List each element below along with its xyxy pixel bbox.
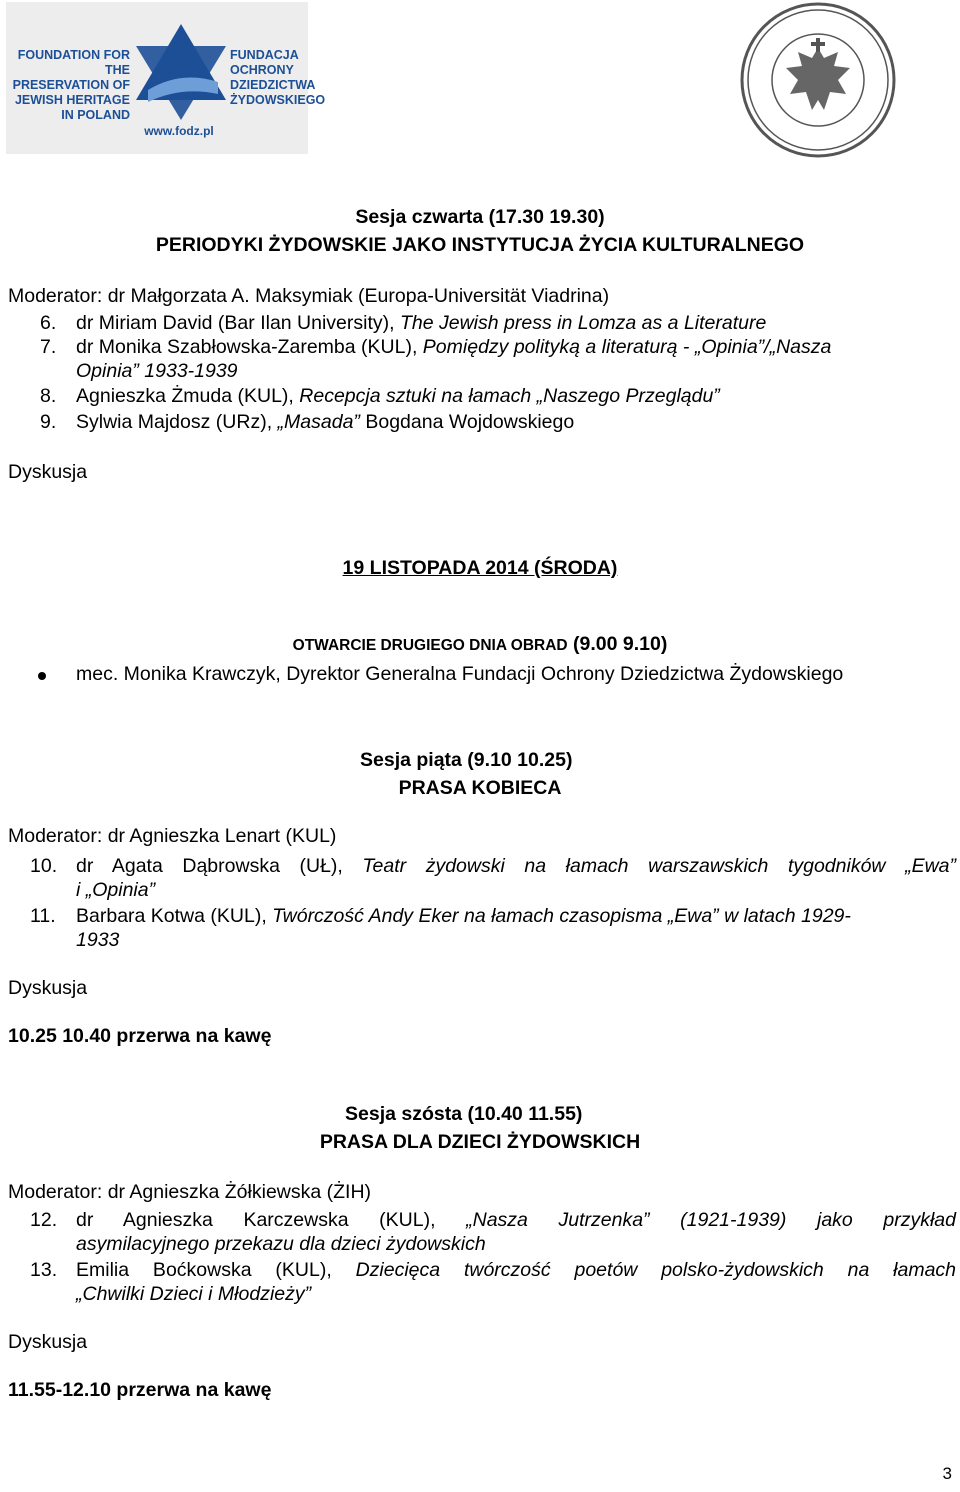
session5-title: Sesja piąta (9.10 10.25): [360, 749, 573, 771]
list-item-10: [30, 854, 956, 878]
item-number: 12.: [30, 1209, 58, 1231]
session6-moderator: Moderator: dr Agnieszka Żółkiewska (ŻIH): [8, 1181, 372, 1203]
item-text: [76, 311, 766, 335]
opening-heading: [0, 632, 960, 658]
session4-title: Sesja czwarta (17.30 19.30): [355, 206, 605, 228]
session6-subtitle: PRASA DLA DZIECI ŻYDOWSKICH: [319, 1131, 641, 1153]
list-item-12-continued: asymilacyjnego przekazu dla dzieci żydowskich: [76, 1233, 486, 1255]
item-text: [76, 1258, 956, 1282]
item-title: „Masada”: [277, 411, 360, 433]
item-text: [76, 904, 851, 928]
item-text: [76, 335, 831, 359]
list-item-6: [40, 311, 767, 335]
item-author: dr Agata Dąbrowska (UŁ),: [76, 855, 363, 877]
item-author: Barbara Kotwa (KUL),: [76, 905, 273, 927]
item-number: 8.: [40, 385, 57, 407]
list-item-13-continued: „Chwilki Dzieci i Młodzieży”: [76, 1283, 312, 1305]
session4-discussion: Dyskusja: [8, 461, 88, 483]
kul-seal-logo: [738, 0, 898, 160]
item-number: 9.: [40, 411, 57, 433]
item-number: 10.: [30, 855, 58, 877]
bullet-icon: [38, 672, 46, 680]
item-author: Agnieszka Żmuda (KUL),: [76, 385, 300, 407]
list-item-8: [40, 384, 720, 408]
item-number: 11.: [30, 905, 56, 927]
fodz-name-pl: FUNDACJA OCHRONY DZIEDZICTWA ŻYDOWSKIEGO: [230, 48, 326, 107]
item-text: [76, 1208, 956, 1232]
list-item-12: [30, 1208, 956, 1232]
session5-subtitle: PRASA KOBIECA: [398, 777, 562, 799]
list-item-10-continued: i „Opinia”: [76, 879, 156, 901]
page-number: 3: [942, 1464, 952, 1483]
item-number: 6.: [40, 312, 57, 334]
kul-seal-text: [738, 0, 739, 1]
item-author: dr Miriam David (Bar Ilan University),: [76, 312, 400, 334]
item-author: dr Agnieszka Karczewska (KUL),: [76, 1209, 467, 1231]
fodz-logo: [6, 2, 326, 154]
fodz-url: www.fodz.pl: [144, 124, 214, 138]
item-title: The Jewish press in Lomza as a Literature: [399, 312, 767, 334]
coffee-break-2: 11.55-12.10 przerwa na kawę: [8, 1379, 272, 1401]
item-title: Recepcja sztuki na łamach „Naszego Przeglądu”: [299, 385, 720, 407]
item-number: 7.: [40, 336, 57, 358]
item-title-rest: Bogdana Wojdowskiego: [359, 411, 575, 433]
session4-moderator: Moderator: dr Małgorzata A. Maksymiak (Europa-Universität Viadrina): [8, 285, 610, 307]
list-item-11: [30, 904, 851, 928]
coffee-break-1: 10.25 10.40 przerwa na kawę: [8, 1025, 272, 1047]
item-title: Dziecięca twórczość poetów polsko-żydowskich na łamach: [355, 1259, 957, 1281]
opening-time: (9.00 9.10): [567, 633, 668, 655]
item-title: Teatr żydowski na łamach warszawskich tygodników „Ewa”: [362, 855, 957, 877]
item-text: [76, 384, 720, 408]
fodz-name-en: FOUNDATION FOR THE PRESERVATION OF JEWISH HERITAGE IN POLAND: [12, 48, 130, 122]
item-author: Emilia Boćkowska (KUL),: [76, 1259, 356, 1281]
item-author: Sylwia Majdosz (URz),: [76, 411, 278, 433]
day-heading: 19 LISTOPADA 2014 (ŚRODA): [342, 557, 618, 579]
list-item-7: [40, 335, 832, 359]
list-item-13: [30, 1258, 956, 1282]
item-title: Twórczość Andy Eker na łamach czasopisma „Ewa” w latach 1929-: [272, 905, 851, 927]
item-author: dr Monika Szabłowska-Zaremba (KUL),: [76, 336, 423, 358]
opening-label: OTWARCIE DRUGIEGO DNIA OBRAD: [292, 637, 568, 654]
item-title: Pomiędzy polityką a literaturą - „Opinia”/„Nasza: [422, 336, 832, 358]
session5-moderator: Moderator: dr Agnieszka Lenart (KUL): [8, 825, 337, 847]
session6-title: Sesja szósta (10.40 11.55): [345, 1103, 583, 1125]
item-number: 13.: [30, 1259, 58, 1281]
item-text: [76, 854, 956, 878]
session4-subtitle: PERIODYKI ŻYDOWSKIE JAKO INSTYTUCJA ŻYCIA KULTURALNEGO: [155, 234, 805, 256]
item-text: [76, 410, 574, 434]
list-item-7-continued: Opinia” 1933-1939: [76, 360, 238, 382]
star-of-david-icon: [126, 20, 236, 124]
kul-eagle-seal-icon: [738, 0, 898, 160]
list-item-11-continued: 1933: [76, 929, 120, 951]
session5-discussion: Dyskusja: [8, 977, 88, 999]
opening-speaker: mec. Monika Krawczyk, Dyrektor Generalna Fundacji Ochrony Dziedzictwa Żydowskiego: [76, 663, 844, 685]
session6-discussion: Dyskusja: [8, 1331, 88, 1353]
list-item-9: [40, 410, 575, 434]
item-title: „Nasza Jutrzenka” (1921-1939) jako przykład: [466, 1209, 956, 1231]
